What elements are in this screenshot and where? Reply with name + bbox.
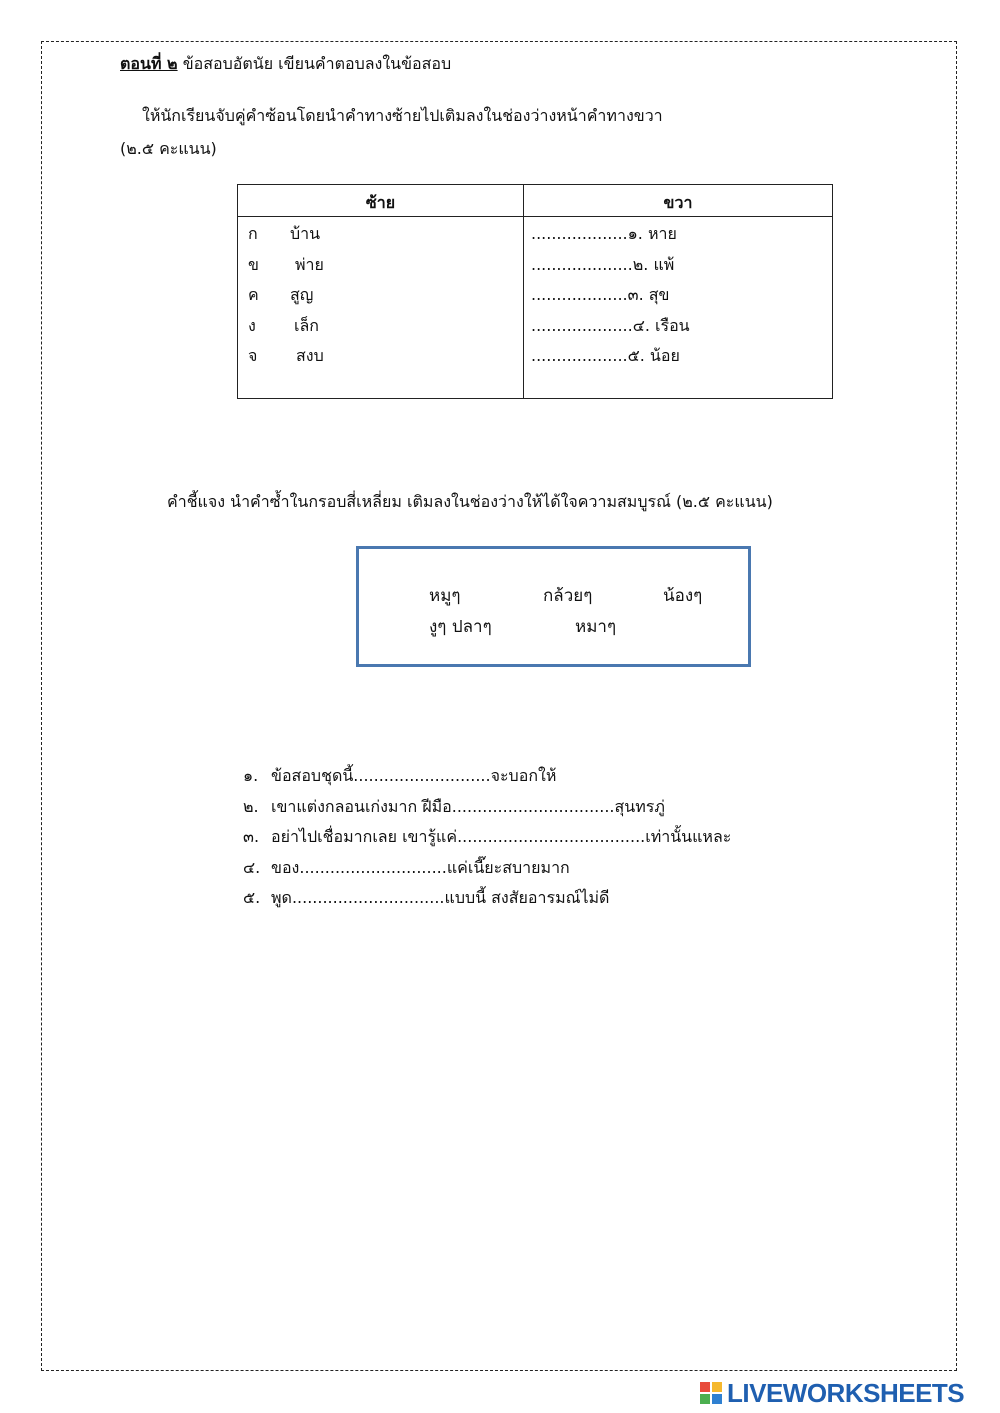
sentence-item[interactable] [243,887,731,918]
left-item-word: สูญ [290,285,314,304]
sentence-item[interactable] [243,765,731,796]
sentence-text: เขาแต่งกลอนเก่งมาก ฝีมือ................................สุนทรภู่ [271,796,665,816]
word-bank-item: กล้วยๆ [543,586,593,606]
right-item-blank[interactable]: ....................๔. เรือน [531,315,690,335]
matching-table [237,184,833,399]
right-item-blank[interactable]: ...................๑. หาย [531,224,677,243]
sentence-number: ๑. [243,766,259,785]
sentence-number: ๕. [243,888,261,907]
word-bank-item: หมาๆ [575,617,617,637]
left-item-letter: ง [248,315,256,335]
word-bank-item: งูๆ ปลาๆ [429,617,492,637]
sentence-text: ข้อสอบชุดนี้...........................จะบอกให้ [271,766,557,785]
left-item-word: บ้าน [290,224,321,243]
sentence-item[interactable] [243,826,731,857]
sentence-number: ๓. [243,827,260,846]
logo-text: LIVEWORKSHEETS [727,1378,965,1408]
word-bank-item: น้องๆ [663,586,703,606]
left-item-word: เล็ก [294,315,319,335]
header-rule [238,216,832,217]
fill-in-instruction: คำชี้แจง นำคำซ้ำในกรอบสี่เหลี่ยม เติมลงในช่องว่างให้ได้ใจความสมบูรณ์ (๒.๕ คะแนน) [167,492,773,511]
part-heading [120,53,451,75]
sentence-item[interactable] [243,796,731,827]
liveworksheets-logo [700,1380,964,1406]
right-item-blank[interactable]: ...................๕. น้อย [531,346,680,365]
left-item-letter: ค [248,285,259,304]
left-item [248,254,324,285]
sentence-item[interactable] [243,857,731,888]
logo-squares-icon [700,1382,722,1404]
left-item [248,284,324,315]
word-bank-box [356,546,751,667]
left-item-word: พ่าย [295,254,324,274]
header-right: ขวา [663,193,693,212]
sentence-text: ของ.............................แค่เนี๊ยะสบายมาก [271,857,570,877]
matching-instruction: ให้นักเรียนจับคู่คำซ้อนโดยนำคำทางซ้ายไปเติมลงในช่องว่างหน้าคำทางขวา [142,106,663,125]
left-item [248,345,324,376]
left-item-letter: จ [248,346,258,365]
part-label: ตอนที่ ๒ [120,54,178,73]
left-item-letter: ข [248,254,259,274]
left-item-word: สงบ [296,346,324,365]
right-word-list [531,223,690,376]
header-left: ซ้าย [365,193,396,212]
left-item [248,223,324,254]
left-word-list [248,223,324,376]
fill-in-sentences [243,765,731,918]
sentence-number: ๒. [243,796,259,816]
sentence-number: ๔. [243,857,261,877]
left-item [248,315,324,346]
word-bank-item: หมูๆ [429,586,461,606]
right-item-blank[interactable]: ...................๓. สุข [531,285,670,304]
sentence-text: พูด..............................แบบนี้ สงสัยอารมณ์ไม่ดี [271,888,610,907]
part-title: ข้อสอบอัตนัย เขียนคำตอบลงในข้อสอบ [182,54,452,73]
left-item-letter: ก [248,224,258,243]
right-item-blank[interactable]: ....................๒. แพ้ [531,254,675,274]
sentence-text: อย่าไปเชื่อมากเลย เขารู้แค่.....................................เท่านั้นแหละ [271,827,732,846]
matching-score: (๒.๕ คะแนน) [120,139,217,158]
